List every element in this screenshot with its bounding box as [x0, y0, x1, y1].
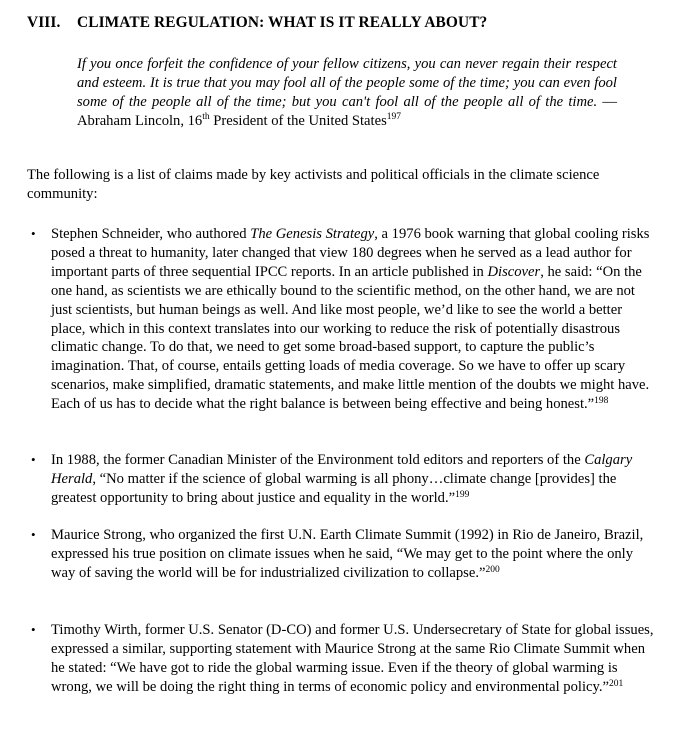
footnote-ref-201[interactable]: 201 — [608, 678, 624, 689]
section-title: CLIMATE REGULATION: WHAT IS IT REALLY ABOUT? — [77, 14, 488, 31]
section-number: VIII. — [27, 14, 61, 31]
epigraph-quote — [77, 55, 617, 131]
footnote-ref-197[interactable]: 197 — [386, 111, 401, 122]
epigraph-ordinal: th — [202, 111, 210, 122]
publication-title: Calgary Herald — [51, 452, 633, 487]
claim-quote: , he said: “On the one hand, as scientists we are ethically bound to the scientific method, on the other hand, we are not just scientists, but human beings as well. And like most people, we’d like to see the world a better place, which in this context translates into our working to reduce the risk of potentially disastrous climatic change. To do that, we need to get some broad-based support, to capture the public’s imagination. That, of course, entails getting loads of media coverage. So we have to offer up scary scenarios, make simplified, dramatic statements, and make little mention of the doubts we might have. Each of us has to decide what the right balance is between being effective and being honest.” — [51, 263, 650, 413]
claim-text — [51, 526, 656, 585]
section-heading — [27, 14, 487, 33]
footnote-ref-200[interactable]: 200 — [485, 564, 500, 575]
intro-paragraph: The following is a list of claims made by key activists and political officials in the climate science community: — [27, 167, 600, 202]
claim-quote: Maurice Strong, who organized the first U.N. Earth Climate Summit (1992) in Rio de Janeiro, Brazil, expressed his true position on climate issues when he said, “We may get to the point where the only way of saving the world will be for industrialized civilization to collapse.” — [51, 527, 644, 581]
bullet-icon: • — [31, 226, 36, 241]
claim-text-part: In 1988, the former Canadian Minister of the Environment told editors and reporters of the — [51, 452, 585, 468]
footnote-ref-198[interactable]: 198 — [594, 396, 609, 407]
claim-quote: Timothy Wirth, former U.S. Senator (D-CO) and former U.S. Undersecretary of State for global issues, expressed a similar, supporting statement with Maurice Strong at the same Rio Climate Summit when he stated: “We have got to ride the global warming issue. Even if the theory of global warming is wrong, we will be doing the right thing in terms of economic policy and environmental policy.” — [51, 622, 654, 695]
epigraph-dash: — — [597, 93, 617, 110]
publication-title: Discover — [487, 263, 541, 280]
bullet-icon: • — [31, 452, 36, 467]
claim-quote: , “No matter if the science of global warming is all phony…climate change [provides] the greatest opportunity to bring about justice and equality in the world.” — [51, 470, 617, 506]
claim-text — [51, 225, 656, 416]
book-title: The Genesis Strategy — [250, 226, 375, 242]
epigraph-author: Abraham Lincoln, 16 — [77, 112, 203, 129]
epigraph-text: If you once forfeit the confidence of your fellow citizens, you can never regain their respect and esteem. It is true that you may fool all of the people some of the time; you can even fool some of the people all of the time; but you can't fool all of the people all of the time. — [77, 56, 617, 110]
claim-text — [51, 451, 656, 510]
bullet-icon: • — [31, 622, 36, 637]
bullet-icon: • — [31, 527, 36, 542]
epigraph-author-rest: President of the United States — [209, 112, 387, 129]
claim-text-part: Stephen Schneider, who authored — [51, 226, 251, 242]
footnote-ref-199[interactable]: 199 — [455, 489, 470, 500]
claim-text-part: , a 1976 book warning that global cooling risks posed a threat to humanity, later changed that view 180 degrees when he served as a lead author for important parts of three sequential IPCC reports. In an article published in — [51, 226, 650, 280]
claim-text — [51, 621, 656, 699]
